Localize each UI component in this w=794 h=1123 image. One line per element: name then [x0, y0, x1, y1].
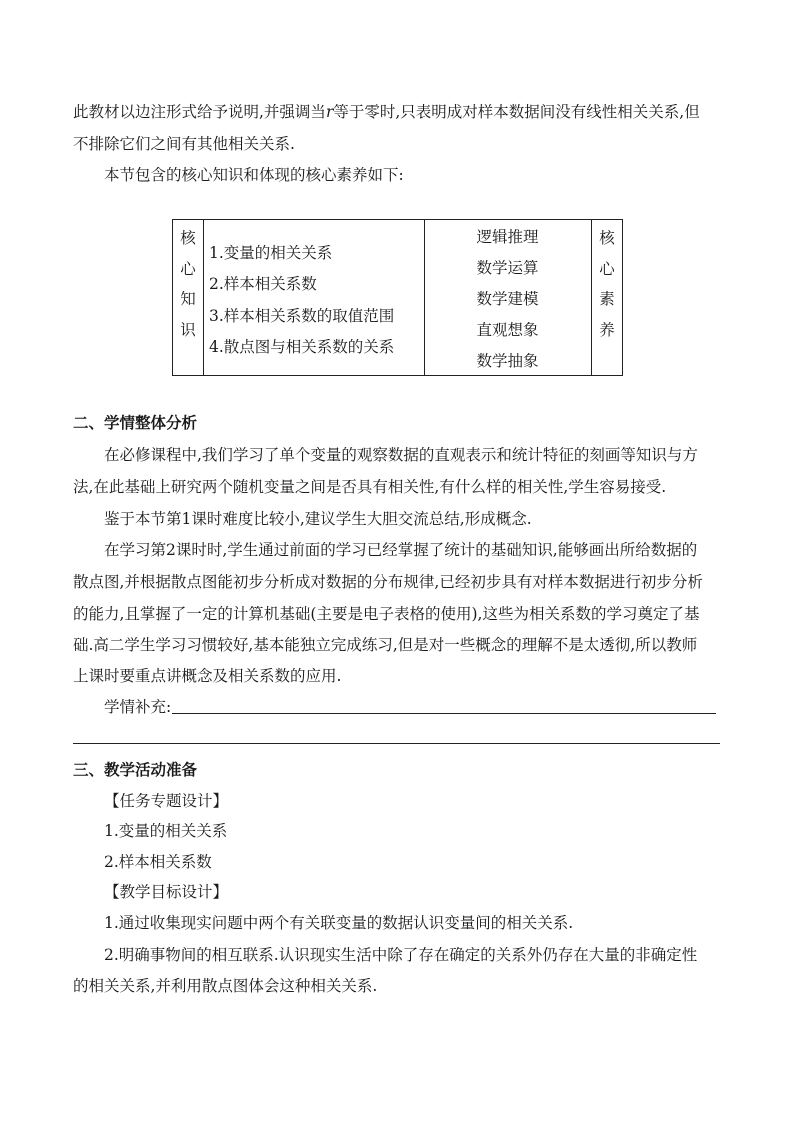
- left-header-core-knowledge: [173, 228, 203, 350]
- intro-line-3: 本节包含的核心知识和体现的核心素养如下:: [104, 166, 404, 184]
- section-heading-preparation: 三、教学活动准备: [73, 761, 198, 779]
- intro-line-1: [73, 102, 700, 122]
- literacy-item: 数学运算: [476, 259, 539, 277]
- supplement-label: 学情补充:: [104, 698, 172, 716]
- left-header-char: 识: [180, 320, 196, 339]
- paragraph-line: 在必修课程中,我们学习了单个变量的观察数据的直观表示和统计特征的刻画等知识与方: [104, 446, 698, 464]
- literacy-item: 数学建模: [476, 290, 539, 308]
- supplement-fill-line-2[interactable]: [73, 743, 720, 744]
- paragraph-line: 鉴于本节第1课时难度比较小,建议学生大胆交流总结,形成概念.: [104, 510, 532, 528]
- task-design-heading: 【任务专题设计】: [104, 792, 229, 810]
- right-header-core-literacy: [592, 228, 622, 350]
- knowledge-item: 4.散点图与相关系数的关系: [209, 338, 395, 356]
- paragraph-line: 法,在此基础上研究两个随机变量之间是否具有相关性,有什么样的相关性,学生容易接受.: [73, 478, 667, 496]
- task-item: 2.样本相关系数: [104, 853, 212, 871]
- goal-item: 1.通过收集现实问题中两个有关联变量的数据认识变量间的相关关系.: [104, 914, 574, 932]
- task-item: 1.变量的相关关系: [104, 822, 228, 840]
- goal-design-heading: 【教学目标设计】: [104, 883, 229, 901]
- knowledge-item: 2.样本相关系数: [209, 275, 317, 293]
- right-header-char: 素: [599, 290, 615, 308]
- section-heading-analysis: 二、学情整体分析: [73, 414, 198, 432]
- paragraph-line: 的能力,且掌握了一定的计算机基础(主要是电子表格的使用),这些为相关系数的学习奠定了基: [73, 605, 700, 623]
- paragraph-line: 散点图,并根据散点图能初步分析成对数据的分布规律,已经初步具有对样本数据进行初步分析: [73, 573, 703, 591]
- paragraph-line: 础.高二学生学习习惯较好,基本能独立完成练习,但是对一些概念的理解不是太透彻,所以教师: [73, 636, 698, 654]
- goal-item: 的相关关系,并利用散点图体会这种相关关系.: [73, 977, 378, 995]
- supplement-fill-line[interactable]: [172, 713, 716, 714]
- right-header-char: 核: [599, 229, 615, 247]
- literacy-item: 逻辑推理: [476, 228, 539, 246]
- intro-line-1-text-a: 此教材以边注形式给予说明,并强调当: [73, 103, 326, 121]
- literacy-item: 直观想象: [476, 321, 539, 339]
- knowledge-item: 1.变量的相关关系: [209, 244, 333, 262]
- paragraph-line: 上课时要重点讲概念及相关系数的应用.: [73, 667, 342, 685]
- intro-line-2: 不排除它们之间有其他相关关系.: [73, 135, 295, 153]
- variable-r: r: [325, 103, 334, 121]
- knowledge-item: 3.样本相关系数的取值范围: [209, 307, 395, 325]
- core-knowledge-table: [172, 219, 623, 376]
- goal-item: 2.明确事物间的相互联系.认识现实生活中除了存在确定的关系外仍存在大量的非确定性: [104, 946, 698, 964]
- paragraph-line: 在学习第2课时时,学生通过前面的学习已经掌握了统计的基础知识,能够画出所给数据的: [104, 541, 698, 559]
- right-header-char: 心: [599, 259, 615, 278]
- left-header-char: 知: [180, 290, 196, 308]
- left-header-char: 心: [180, 259, 196, 278]
- left-header-char: 核: [180, 229, 196, 247]
- literacy-item: 数学抽象: [476, 352, 539, 370]
- right-header-char: 养: [599, 320, 615, 339]
- intro-line-1-text-b: 等于零时,只表明成对样本数据间没有线性相关关系,但: [333, 103, 700, 121]
- table-divider: [203, 220, 204, 375]
